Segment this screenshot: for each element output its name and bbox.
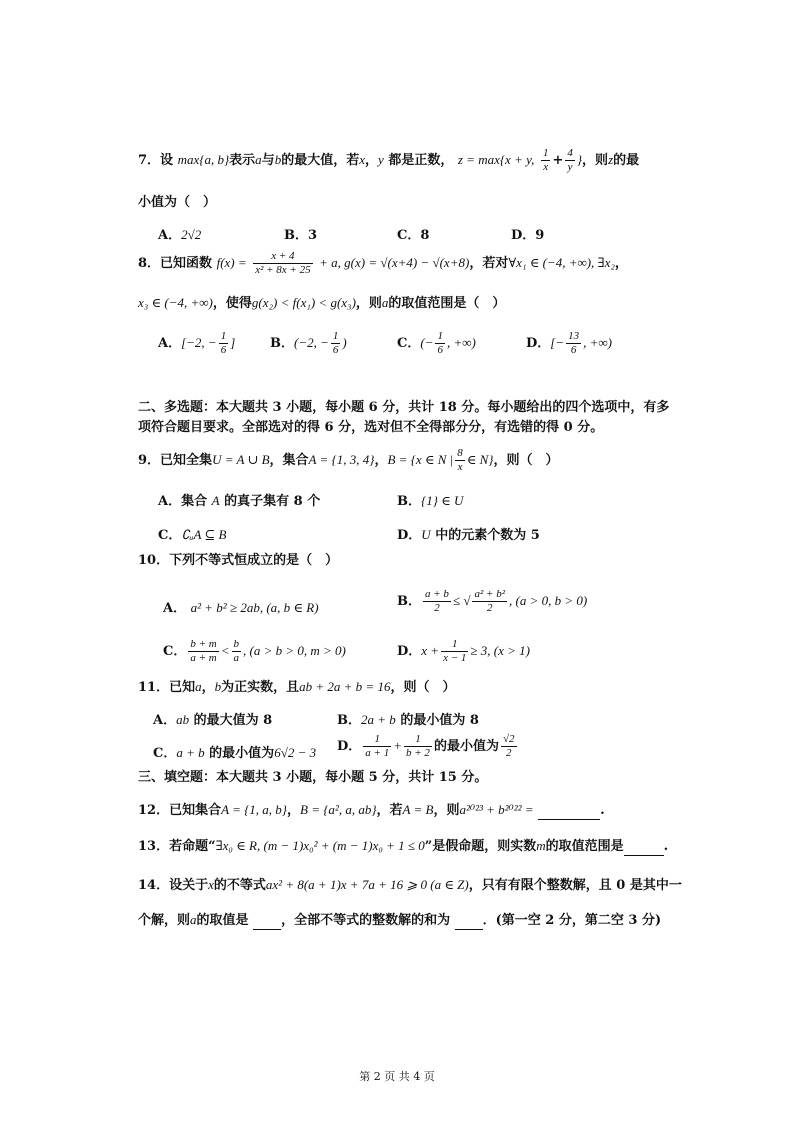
math-var: z xyxy=(608,152,614,168)
math-var: a xyxy=(255,152,262,168)
question-10-line-1 xyxy=(138,553,674,569)
answer-blank[interactable] xyxy=(538,803,600,820)
text: ， xyxy=(287,803,301,818)
text: ，若对 xyxy=(469,256,509,272)
math-var: a xyxy=(195,679,202,694)
q9-option-d: D．U 中的元素个数为 5 xyxy=(397,527,540,543)
section-2-heading: 二、多选题：本大题共 3 小题，每小题 6 分，共计 18 分。每小题给出的四个选项中，有多项符合题目要求。全部选对的得 6 分，选对但不全得部分分，有选错的得 0 分。 xyxy=(138,400,670,435)
question-number: 12． xyxy=(138,803,170,818)
math-var: a xyxy=(381,295,389,310)
question-number: 9． xyxy=(138,453,161,469)
question-14-line-2 xyxy=(138,912,674,930)
question-11-line-1 xyxy=(138,679,674,696)
text: 设 xyxy=(160,153,174,169)
question-14-line-1 xyxy=(138,877,682,894)
q11-option-c: C．a + b 的最小值为6√2 − 3 xyxy=(153,745,317,761)
text: 表示 xyxy=(229,153,256,169)
math-expr: z = max{x + y, xyxy=(457,152,535,168)
section-3-heading: 三、填空题：本大题共 3 小题，每小题 5 分，共计 15 分。 xyxy=(138,770,488,785)
fraction: $\frac{x + 4}{\text{x² + 8x + 25}}$ xyxy=(255,250,311,277)
text: 已知函数 xyxy=(160,256,213,272)
text: ，则 xyxy=(582,153,609,169)
math-expr: A = {1, 3, 4} xyxy=(308,452,375,468)
text: ， xyxy=(614,256,628,272)
question-8-line-2 xyxy=(138,295,674,312)
q11-option-b: B．2a + b 的最小值为 8 xyxy=(337,712,479,728)
text: ”是假命题，则实数 xyxy=(424,839,537,854)
math-var: x xyxy=(359,152,365,168)
page-footer: 第 2 页 共 4 页 xyxy=(359,1070,435,1083)
question-13-line-1 xyxy=(138,838,674,856)
math-expr: a²⁰²³ + b²⁰²² = xyxy=(459,802,534,817)
fraction: $\frac{4}{y}$ xyxy=(567,147,573,174)
question-number: 7． xyxy=(138,153,161,169)
q11-option-a: A．ab 的最大值为 8 xyxy=(153,712,273,728)
q7-option-b: B．3 xyxy=(284,228,318,243)
math-var: b xyxy=(214,679,222,694)
q10-option-c: C． $\frac{b + m}{a + m}$ < $\frac{b}{a}$ , (a > b > 0, m > 0) xyxy=(163,638,346,665)
text: 的取值范围是（ ） xyxy=(388,296,506,311)
text: 的取值是 xyxy=(196,913,249,928)
text: 与 xyxy=(261,153,275,169)
text: ，则 xyxy=(433,803,460,818)
math-expr: x₃ ∈ (−4, +∞) xyxy=(138,295,213,310)
q10-option-d: D．x + $\frac{1}{x - 1}$ ≥ 3, (x > 1) xyxy=(397,638,530,665)
text: 下列不等式恒成立的是（ ） xyxy=(169,553,339,568)
math-expr: B = {a², a, ab} xyxy=(300,802,377,817)
math-expr: ∈ N} xyxy=(466,452,494,468)
text: 的最 xyxy=(613,153,640,169)
question-12-line-1 xyxy=(138,802,674,820)
math-expr: g(x₂) < f(x₁) < g(x₃) xyxy=(251,295,356,310)
text: ， xyxy=(374,453,388,469)
fraction: $\frac{1}{x}$ xyxy=(542,147,549,174)
text: 个解，则 xyxy=(138,913,191,928)
math-expr: A = B xyxy=(402,802,434,817)
text: . xyxy=(600,803,605,818)
math-expr: f(x) = xyxy=(216,255,247,271)
text: 已知集合 xyxy=(169,803,222,818)
q11-option-d: D． $\frac{1}{a + 1}$ + $\frac{1}{b + 2}$ 的最小值为 $\frac{√2}{2}$ xyxy=(337,733,515,760)
math-var: y xyxy=(378,152,384,168)
math-expr: A = {1, a, b} xyxy=(221,802,287,817)
text: 为正实数，且 xyxy=(221,680,300,695)
text: ，若 xyxy=(376,803,403,818)
question-8-line-1 xyxy=(138,250,674,277)
answer-blank[interactable] xyxy=(253,913,281,930)
q9-option-a: A．集合 A 的真子集有 8 个 xyxy=(158,493,321,509)
math-var: a xyxy=(190,912,197,927)
text: ．(第一空 2 分，第二空 3 分) xyxy=(482,913,662,928)
text: 已知 xyxy=(169,680,196,695)
q7-option-a: A．2√2 xyxy=(158,227,202,243)
q10-option-b: B． $\frac{a + b}{2}$ ≤ √ $\frac{\text{a² + b²}}{2}$ , (a > 0, b > 0) xyxy=(397,588,588,615)
math-var: b xyxy=(274,152,282,168)
math-expr: B = {x ∈ N | xyxy=(387,452,454,468)
math-var: m xyxy=(536,838,546,853)
text: ，则（ ） xyxy=(493,453,559,469)
text: 的不等式 xyxy=(213,878,266,893)
math-expr: ax² + 8(a + 1)x + 7a + 16 ⩾ 0 (a ∈ Z) xyxy=(265,877,469,892)
q10-option-a: A． a² + b² ≥ 2ab, (a, b ∈ R) xyxy=(163,600,319,616)
text: 已知全集 xyxy=(160,453,213,469)
math-var: x xyxy=(208,877,214,892)
text: 都是正数， xyxy=(388,153,454,169)
text: ，则 xyxy=(355,296,382,311)
question-number: 8． xyxy=(138,256,161,272)
answer-blank[interactable] xyxy=(624,839,664,856)
q8-option-c: C．(− $\frac{1}{6}$ , +∞) xyxy=(397,330,476,357)
q8-option-a: A．[−2, − $\frac{1}{6}$ ] xyxy=(158,330,236,357)
fraction: $\frac{8}{x}$ xyxy=(457,447,463,474)
question-number: 13． xyxy=(138,839,170,854)
question-7-line-2 xyxy=(138,195,674,211)
q8-option-d: D．[− $\frac{13}{6}$ , +∞) xyxy=(526,330,612,357)
q9-option-c: C．∁ᵤA ⊆ B xyxy=(158,527,227,543)
q8-option-b: B．(−2, − $\frac{1}{6}$ ) xyxy=(270,330,347,357)
text: 的取值范围是 xyxy=(545,839,624,854)
math-expr: } xyxy=(576,152,583,168)
text: 设关于 xyxy=(169,878,209,893)
answer-blank[interactable] xyxy=(455,913,483,930)
text: ，集合 xyxy=(269,453,309,469)
math-expr: ab + 2a + b = 16 xyxy=(299,679,391,694)
q7-option-c: C．8 xyxy=(397,228,430,243)
question-7-line-1: 7．设 max{a, b}表示a与b的最大值，若x，y 都是正数， z = max{x + y, $\frac{1}{x}$ + $\frac{4}{y}$ }，则z的最 xyxy=(138,147,640,174)
question-number: 14． xyxy=(138,878,170,893)
math-expr: ∃x₀ ∈ R, (m − 1)x₀² + (m − 1)x₀ + 1 ≤ 0 xyxy=(215,838,425,853)
text: ， xyxy=(201,680,215,695)
text: ，则（ ） xyxy=(390,680,456,695)
text: ，使得 xyxy=(212,296,252,311)
question-9-line-1 xyxy=(138,447,674,474)
math-expr: U = A ∪ B xyxy=(212,452,270,468)
question-number: 11． xyxy=(138,680,170,695)
q7-option-d: D．9 xyxy=(511,228,545,243)
text: ，全部不等式的整数解的和为 xyxy=(281,913,451,928)
text: 若命题“ xyxy=(169,839,216,854)
text: ，只有有限个整数解，且 0 是其中一 xyxy=(468,878,682,893)
math-expr: + a, g(x) = √(x+4) − √(x+8) xyxy=(319,255,470,271)
q9-option-b: B．{1} ∈ U xyxy=(397,493,464,509)
text: 小值为（ ） xyxy=(138,195,217,210)
math-expr: max{a, b} xyxy=(177,152,230,168)
question-number: 10． xyxy=(138,553,170,568)
text: . xyxy=(663,839,669,854)
text: 的最大值，若 xyxy=(281,153,360,169)
math-expr: ∀x₁ ∈ (−4, +∞), ∃x₂ xyxy=(508,255,615,271)
